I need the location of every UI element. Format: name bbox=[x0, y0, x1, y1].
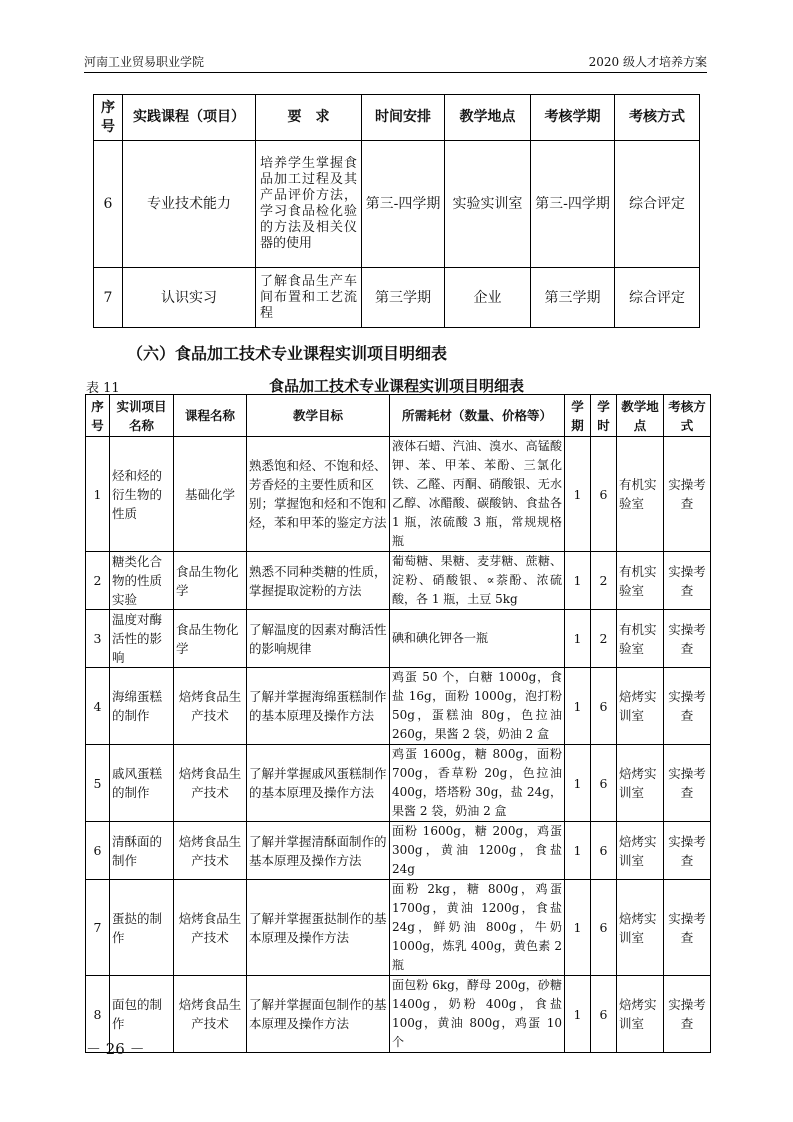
cell-hours: 6 bbox=[591, 668, 617, 745]
cell-materials: 面包粉 6kg，酵母 200g，砂糖 1400g，奶粉 400g，食盐 100g，黄油 800g，鸡蛋 10 个 bbox=[390, 976, 565, 1053]
cell-goal: 了解并掌握戚风蛋糕制作的基本原理及操作方法 bbox=[247, 745, 390, 822]
cell-no: 1 bbox=[86, 437, 110, 552]
table-row bbox=[86, 822, 711, 880]
cell-exam: 实操考查 bbox=[664, 610, 711, 668]
cell-term: 1 bbox=[565, 880, 591, 976]
cell-place: 焙烤实训室 bbox=[617, 976, 664, 1053]
cell-materials: 鸡蛋 50 个，白糖 1000g，食盐 16g，面粉 1000g，泡打粉 50g，蛋糕油 80g，色拉油 260g，果酱 2 袋，奶油 2 盒 bbox=[390, 668, 565, 745]
cell-materials: 面粉 2kg，糖 800g，鸡蛋 1700g，黄油 1200g，食盐 24g，鲜奶油 800g，牛奶 1000g，炼乳 400g，黄色素 2 瓶 bbox=[390, 880, 565, 976]
cell-hours: 6 bbox=[591, 976, 617, 1053]
cell-term: 1 bbox=[565, 610, 591, 668]
cell-place: 焙烤实训室 bbox=[617, 880, 664, 976]
table-title: 食品加工技术专业课程实训项目明细表 bbox=[268, 377, 524, 395]
table-row bbox=[86, 437, 711, 552]
cell-term: 1 bbox=[565, 976, 591, 1053]
cell-place: 有机实验室 bbox=[617, 437, 664, 552]
t2-header-exam: 考核方式 bbox=[664, 395, 711, 437]
t2-header-no: 序号 bbox=[86, 395, 110, 437]
cell-term: 1 bbox=[565, 745, 591, 822]
cell-exam: 实操考查 bbox=[664, 745, 711, 822]
cell-term: 1 bbox=[565, 437, 591, 552]
cell-project: 清酥面的制作 bbox=[110, 822, 174, 880]
cell-no: 4 bbox=[86, 668, 110, 745]
cell-materials: 面粉 1600g，糖 200g，鸡蛋 300g，黄油 1200g，食盐 24g bbox=[390, 822, 565, 880]
cell-goal: 了解并掌握蛋挞制作的基本原理及操作方法 bbox=[247, 880, 390, 976]
cell-goal: 熟悉不同种类糖的性质，掌握提取淀粉的方法 bbox=[247, 552, 390, 610]
cell-materials: 葡萄糖、果糖、麦芽糖、蔗糖、淀粉、硝酸银、∝萘酚、浓硫酸，各 1 瓶，土豆 5kg bbox=[390, 552, 565, 610]
t1-header-no: 序号 bbox=[94, 95, 123, 141]
cell-course: 认识实习 bbox=[123, 268, 256, 328]
cell-no: 8 bbox=[86, 976, 110, 1053]
cell-time: 第三-四学期 bbox=[362, 141, 445, 268]
cell-time: 第三学期 bbox=[362, 268, 445, 328]
cell-no: 3 bbox=[86, 610, 110, 668]
cell-term: 第三学期 bbox=[531, 268, 615, 328]
cell-no: 6 bbox=[86, 822, 110, 880]
cell-project: 海绵蛋糕的制作 bbox=[110, 668, 174, 745]
cell-place: 企业 bbox=[445, 268, 531, 328]
cell-goal: 了解温度的因素对酶活性的影响规律 bbox=[247, 610, 390, 668]
table-row bbox=[86, 745, 711, 822]
cell-goal: 了解并掌握面包制作的基本原理及操作方法 bbox=[247, 976, 390, 1053]
cell-no: 7 bbox=[86, 880, 110, 976]
cell-method: 综合评定 bbox=[615, 268, 700, 328]
cell-term: 1 bbox=[565, 822, 591, 880]
cell-goal: 了解并掌握海绵蛋糕制作的基本原理及操作方法 bbox=[247, 668, 390, 745]
cell-materials: 鸡蛋 1600g，糖 800g，面粉 700g，香草粉 20g，色拉油 400g，塔塔粉 30g，盐 24g，果酱 2 袋，奶油 2 盒 bbox=[390, 745, 565, 822]
cell-term: 1 bbox=[565, 668, 591, 745]
cell-course: 焙烤食品生产技术 bbox=[174, 745, 247, 822]
table-row bbox=[94, 268, 700, 328]
table-label: 表 11 bbox=[86, 381, 120, 396]
cell-no: 5 bbox=[86, 745, 110, 822]
cell-course: 焙烤食品生产技术 bbox=[174, 822, 247, 880]
cell-materials: 液体石蜡、汽油、溴水、高锰酸钾、苯、甲苯、苯酚、三氯化铁、乙醛、丙酮、硝酸银、无水乙醇、冰醋酸、碳酸钠、食盐各 1 瓶，浓硫酸 3 瓶，常规规格瓶 bbox=[390, 437, 565, 552]
cell-exam: 实操考查 bbox=[664, 822, 711, 880]
cell-goal: 了解并掌握清酥面制作的基本原理及操作方法 bbox=[247, 822, 390, 880]
table-row bbox=[86, 668, 711, 745]
t1-header-requirement: 要 求 bbox=[256, 95, 362, 141]
t1-header-term: 考核学期 bbox=[531, 95, 615, 141]
cell-exam: 实操考查 bbox=[664, 437, 711, 552]
cell-project: 烃和烃的衍生物的性质 bbox=[110, 437, 174, 552]
cell-hours: 2 bbox=[591, 552, 617, 610]
cell-course: 食品生物化学 bbox=[174, 552, 247, 610]
cell-course: 基础化学 bbox=[174, 437, 247, 552]
cell-hours: 6 bbox=[591, 745, 617, 822]
cell-place: 有机实验室 bbox=[617, 610, 664, 668]
cell-method: 综合评定 bbox=[615, 141, 700, 268]
t2-header-materials: 所需耗材（数量、价格等） bbox=[390, 395, 565, 437]
cell-place: 焙烤实训室 bbox=[617, 822, 664, 880]
cell-project: 面包的制作 bbox=[110, 976, 174, 1053]
cell-course: 焙烤食品生产技术 bbox=[174, 668, 247, 745]
cell-course: 专业技术能力 bbox=[123, 141, 256, 268]
t2-header-hours: 学时 bbox=[591, 395, 617, 437]
cell-no: 6 bbox=[94, 141, 123, 268]
table-row bbox=[94, 141, 700, 268]
t2-header-goal: 教学目标 bbox=[247, 395, 390, 437]
practice-course-table bbox=[93, 94, 700, 328]
t2-header-course: 课程名称 bbox=[174, 395, 247, 437]
t2-header-project: 实训项目名称 bbox=[110, 395, 174, 437]
cell-course: 焙烤食品生产技术 bbox=[174, 880, 247, 976]
cell-no: 7 bbox=[94, 268, 123, 328]
cell-hours: 2 bbox=[591, 610, 617, 668]
t1-header-time: 时间安排 bbox=[362, 95, 445, 141]
t2-header-term: 学期 bbox=[565, 395, 591, 437]
cell-hours: 6 bbox=[591, 822, 617, 880]
cell-hours: 6 bbox=[591, 880, 617, 976]
header-document-title: 2020 级人才培养方案 bbox=[588, 55, 707, 69]
table-row bbox=[86, 976, 711, 1053]
cell-requirement: 培养学生掌握食品加工过程及其产品评价方法，学习食品检化验的方法及相关仪器的使用 bbox=[256, 141, 362, 268]
header-school: 河南工业贸易职业学院 bbox=[84, 55, 205, 69]
cell-hours: 6 bbox=[591, 437, 617, 552]
cell-course: 食品生物化学 bbox=[174, 610, 247, 668]
t1-header-place: 教学地点 bbox=[445, 95, 531, 141]
table-row bbox=[86, 610, 711, 668]
training-project-table bbox=[85, 394, 711, 1053]
table-row bbox=[86, 880, 711, 976]
cell-project: 蛋挞的制作 bbox=[110, 880, 174, 976]
cell-exam: 实操考查 bbox=[664, 880, 711, 976]
section-title: （六）食品加工技术专业课程实训项目明细表 bbox=[127, 344, 448, 363]
cell-place: 有机实验室 bbox=[617, 552, 664, 610]
cell-project: 糖类化合物的性质实验 bbox=[110, 552, 174, 610]
header-rule bbox=[84, 72, 707, 73]
cell-place: 焙烤实训室 bbox=[617, 668, 664, 745]
cell-goal: 熟悉饱和烃、不饱和烃、芳香烃的主要性质和区别；掌握饱和烃和不饱和烃，苯和甲苯的鉴定方法 bbox=[247, 437, 390, 552]
t2-header-place: 教学地点 bbox=[617, 395, 664, 437]
cell-no: 2 bbox=[86, 552, 110, 610]
page-number: － 26 － bbox=[86, 1040, 145, 1058]
cell-place: 焙烤实训室 bbox=[617, 745, 664, 822]
cell-exam: 实操考查 bbox=[664, 976, 711, 1053]
cell-project: 温度对酶活性的影响 bbox=[110, 610, 174, 668]
cell-materials: 碘和碘化钾各一瓶 bbox=[390, 610, 565, 668]
cell-term: 1 bbox=[565, 552, 591, 610]
cell-term: 第三-四学期 bbox=[531, 141, 615, 268]
table-row bbox=[86, 552, 711, 610]
t1-header-method: 考核方式 bbox=[615, 95, 700, 141]
cell-exam: 实操考查 bbox=[664, 668, 711, 745]
t1-header-course: 实践课程（项目） bbox=[123, 95, 256, 141]
cell-place: 实验实训室 bbox=[445, 141, 531, 268]
cell-project: 戚风蛋糕的制作 bbox=[110, 745, 174, 822]
cell-exam: 实操考查 bbox=[664, 552, 711, 610]
cell-course: 焙烤食品生产技术 bbox=[174, 976, 247, 1053]
cell-requirement: 了解食品生产车间布置和工艺流程 bbox=[256, 268, 362, 328]
